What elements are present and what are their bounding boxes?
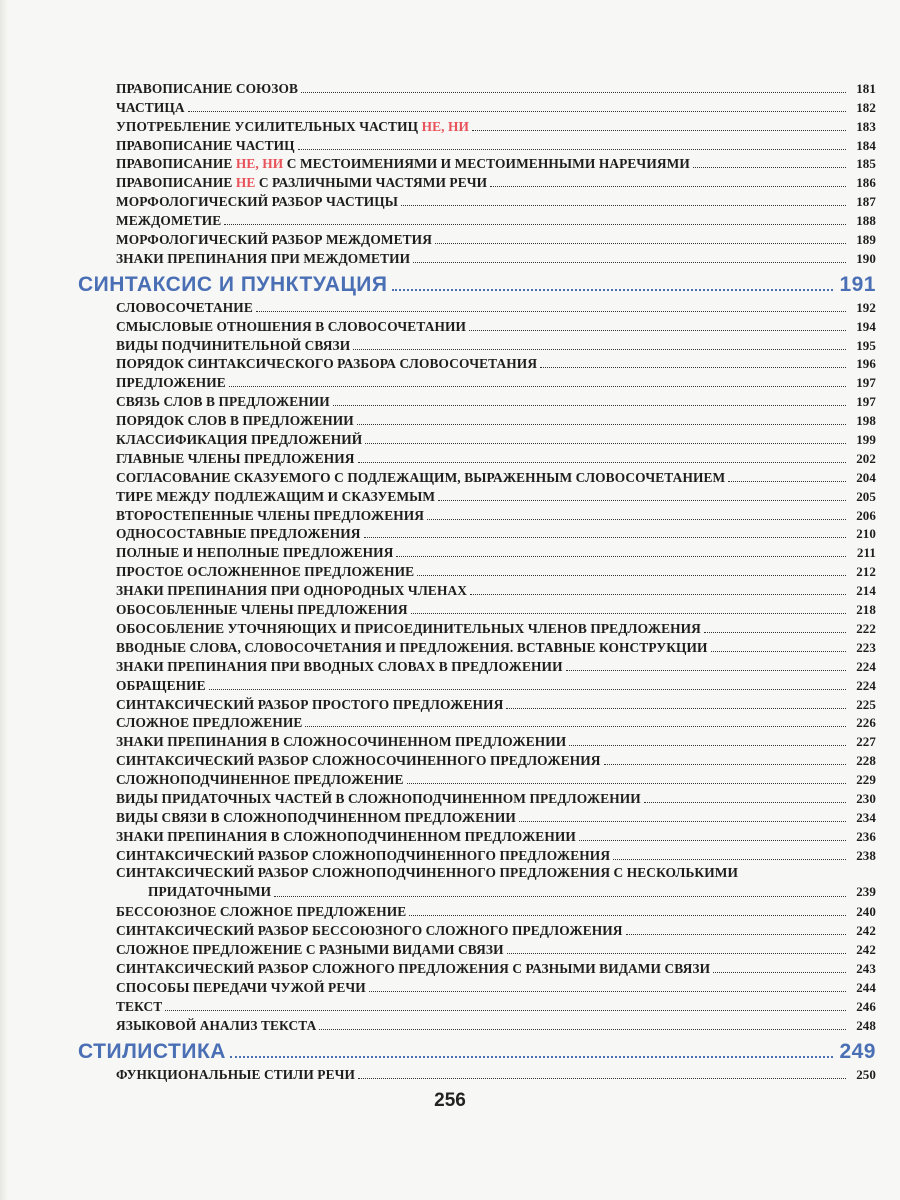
toc-entry[interactable] [116,656,876,675]
toc-leader-dots [644,802,846,803]
toc-leader-dots [298,149,846,150]
toc-entry-page: 229 [856,772,876,788]
toc-entry-title: ОБРАЩЕНИЕ [116,677,206,693]
toc-leader-dots [472,130,846,131]
toc-entry-title: МОРФОЛОГИЧЕСКИЙ РАЗБОР МЕЖДОМЕТИЯ [116,232,432,248]
toc-entry[interactable] [116,864,876,902]
toc-leader-dots [357,424,846,425]
toc-leader-dots [469,330,846,331]
toc-title-highlight: НЕ [235,175,256,191]
toc-entry-page: 192 [856,299,876,315]
toc-leader-dots [188,111,846,112]
toc-entry[interactable] [116,135,876,154]
toc-entry[interactable] [116,354,876,373]
toc-entry[interactable] [116,939,876,958]
toc-entry[interactable] [116,750,876,769]
toc-entry[interactable] [116,618,876,637]
toc-entry[interactable] [116,78,876,97]
toc-leader-dots [569,745,846,746]
toc-entry-title: ЗНАКИ ПРЕПИНАНИЯ ПРИ ОДНОРОДНЫХ ЧЛЕНАХ [116,583,468,599]
toc-entry[interactable] [116,788,876,807]
toc-leader-dots [165,1010,846,1011]
toc-leader-dots [507,953,846,954]
toc-entry-page: 199 [856,432,876,448]
toc-entry-title: ПРАВОПИСАНИЕ СОЮЗОВ [116,80,298,96]
toc-entry[interactable] [116,826,876,845]
toc-entry[interactable] [116,316,876,335]
toc-entry-page: 205 [856,488,876,504]
toc-leader-dots [519,821,846,822]
toc-entry-page: 244 [856,979,876,995]
toc-entry[interactable] [116,154,876,173]
toc-entry[interactable] [116,191,876,210]
toc-entry[interactable] [116,97,876,116]
toc-leader-dots [409,915,846,916]
toc-entry-page: 211 [856,545,876,561]
toc-entry-page: 190 [856,250,876,266]
toc-entry-title: ПРАВОПИСАНИЕ ЧАСТИЦ [116,137,295,153]
toc-entry-title: ОБОСОБЛЕННЫЕ ЧЛЕНЫ ПРЕДЛОЖЕНИЯ [116,602,408,618]
toc-entry-title: ТИРЕ МЕЖДУ ПОДЛЕЖАЩИМ И СКАЗУЕМЫМ [116,488,436,504]
toc-entry-title: ВИДЫ ПОДЧИНИТЕЛЬНОЙ СВЯЗИ [116,337,351,353]
toc-entry[interactable] [116,731,876,750]
toc-entry-title: ЗНАКИ ПРЕПИНАНИЯ ПРИ ВВОДНЫХ СЛОВАХ В ПРЕДЛОЖЕНИИ [116,658,563,674]
toc-entry[interactable] [116,807,876,826]
toc-entry-page: 218 [856,602,876,618]
toc-entry-title: ВИДЫ ПРИДАТОЧНЫХ ЧАСТЕЙ В СЛОЖНОПОДЧИНЕННОМ ПРЕДЛОЖЕНИИ [116,790,641,806]
toc-entry-title: ПРОСТОЕ ОСЛОЖНЕННОЕ ПРЕДЛОЖЕНИЕ [116,564,415,580]
toc-leader-dots [353,349,846,350]
toc-leader-dots [230,1056,834,1058]
toc-leader-dots [358,1078,846,1079]
toc-leader-dots [711,651,846,652]
toc-entry-page: 182 [856,99,876,115]
toc-leader-dots [209,689,846,690]
toc-title-part: УПОТРЕБЛЕНИЕ УСИЛИТЕЛЬНЫХ ЧАСТИЦ [116,118,422,134]
toc-entry-title: СПОСОБЫ ПЕРЕДАЧИ ЧУЖОЙ РЕЧИ [116,979,366,995]
toc-entry-title: СМЫСЛОВЫЕ ОТНОШЕНИЯ В СЛОВОСОЧЕТАНИИ [116,318,467,334]
toc-entry[interactable] [116,901,876,920]
toc-entry-page: 228 [856,753,876,769]
toc-entry[interactable] [116,713,876,732]
toc-entry[interactable] [116,1015,876,1034]
toc-leader-dots [305,726,846,727]
toc-title-part: ПРАВОПИСАНИЕ [116,156,236,172]
toc-entry-title: ТЕКСТ [116,998,163,1014]
toc-entry-title: ЗНАКИ ПРЕПИНАНИЯ ПРИ МЕЖДОМЕТИИ [116,250,411,266]
toc-entry-title: ЗНАКИ ПРЕПИНАНИЯ В СЛОЖНОПОДЧИНЕННОМ ПРЕДЛОЖЕНИИ [116,828,576,844]
toc-entry-page: 194 [856,318,876,334]
toc-entry-title: ФУНКЦИОНАЛЬНЫЕ СТИЛИ РЕЧИ [116,1066,356,1082]
toc-entry-page: 230 [856,790,876,806]
toc-leader-dots [506,708,846,709]
toc-entry-title: ПОРЯДОК СИНТАКСИЧЕСКОГО РАЗБОРА СЛОВОСОЧЕТАНИЯ [116,356,538,372]
toc-section-page: 249 [839,1039,876,1063]
toc-leader-dots [417,575,846,576]
page-edge-shadow [0,0,8,1200]
toc-section-title: СТИЛИСТИКА [78,1039,226,1063]
toc-entry-title [116,119,469,135]
toc-entry-page: 181 [856,80,876,96]
toc-leader-dots [704,632,846,633]
toc-entry-page: 227 [856,734,876,750]
toc-entry-page: 197 [856,394,876,410]
toc-entry-page: 204 [856,469,876,485]
toc-entry[interactable] [116,297,876,316]
toc-leader-dots [358,462,846,463]
toc-entry-page: 222 [856,620,876,636]
toc-entry[interactable] [116,505,876,524]
toc-entry-page: 184 [856,137,876,153]
toc-section-page: 191 [839,272,876,296]
toc-entry-title: ЯЗЫКОВОЙ АНАЛИЗ ТЕКСТА [116,1017,317,1033]
toc-entry-title: СЛОВОСОЧЕТАНИЕ [116,299,253,315]
toc-entry-page: 214 [856,583,876,599]
toc-leader-dots [396,556,846,557]
toc-entry[interactable] [116,524,876,543]
toc-entry-page: 196 [856,356,876,372]
toc-leader-dots [319,1029,846,1030]
toc-entry[interactable] [116,542,876,561]
toc-entry-title: СВЯЗЬ СЛОВ В ПРЕДЛОЖЕНИИ [116,394,330,410]
toc-entry-title: СИНТАКСИЧЕСКИЙ РАЗБОР СЛОЖНОСОЧИНЕННОГО ПРЕДЛОЖЕНИЯ [116,753,601,769]
toc-entry[interactable] [116,958,876,977]
toc-entry[interactable] [116,429,876,448]
toc-entry-page: 243 [856,961,876,976]
toc-leader-dots [435,243,846,244]
toc-entry-title: СИНТАКСИЧЕСКИЙ РАЗБОР СЛОЖНОГО ПРЕДЛОЖЕНИЯ С РАЗНЫМИ ВИДАМИ СВЯЗИ [116,961,711,976]
toc-entry-page: 206 [856,507,876,523]
toc-entry-title: МОРФОЛОГИЧЕСКИЙ РАЗБОР ЧАСТИЦЫ [116,194,399,210]
toc-entry-title: ОБОСОБЛЕНИЕ УТОЧНЯЮЩИХ И ПРИСОЕДИНИТЕЛЬНЫХ ЧЛЕНОВ ПРЕДЛОЖЕНИЯ [116,620,701,636]
toc-entry[interactable] [116,172,876,191]
toc-leader-dots [693,167,846,168]
toc-entry[interactable] [116,637,876,656]
toc-entry-page: 242 [856,923,876,939]
toc-title-line: СИНТАКСИЧЕСКИЙ РАЗБОР СЛОЖНОПОДЧИНЕННОГО ПРЕДЛОЖЕНИЯ С НЕСКОЛЬКИМИ [116,864,739,880]
toc-entry-title: ВИДЫ СВЯЗИ В СЛОЖНОПОДЧИНЕННОМ ПРЕДЛОЖЕНИИ [116,809,516,825]
toc-leader-dots [566,670,846,671]
toc-entry-page: 239 [856,883,876,899]
toc-entry-title: СОГЛАСОВАНИЕ СКАЗУЕМОГО С ПОДЛЕЖАЩИМ, ВЫРАЖЕННЫМ СЛОВОСОЧЕТАНИЕМ [116,469,726,485]
toc-entry-page: 210 [856,526,876,542]
toc-entry-page: 185 [856,156,876,172]
toc-entry-title: ВВОДНЫЕ СЛОВА, СЛОВОСОЧЕТАНИЯ И ПРЕДЛОЖЕНИЯ. ВСТАВНЫЕ КОНСТРУКЦИИ [116,639,708,655]
toc-entry-title: СИНТАКСИЧЕСКИЙ РАЗБОР ПРОСТОГО ПРЕДЛОЖЕНИЯ [116,696,504,712]
page-number: 256 [434,1090,466,1111]
toc-entry-title [116,175,487,191]
toc-entry[interactable] [116,561,876,580]
toc-entry-title: КЛАССИФИКАЦИЯ ПРЕДЛОЖЕНИЙ [116,432,363,448]
toc-leader-dots [413,262,846,263]
toc-title-part: С МЕСТОИМЕНИЯМИ И МЕСТОИМЕННЫМИ НАРЕЧИЯМИ [283,156,690,172]
toc-entry[interactable] [116,845,876,864]
toc-leader-dots [613,859,846,860]
toc-leader-dots [229,386,846,387]
toc-leader-dots [604,764,846,765]
toc-leader-dots [427,519,846,520]
toc-entry-title: СЛОЖНОЕ ПРЕДЛОЖЕНИЕ [116,715,303,731]
toc-entry-page: 236 [856,828,876,844]
toc-entry-page: 224 [856,677,876,693]
toc-entry-page: 250 [856,1066,876,1082]
toc-leader-dots [411,613,846,614]
toc-title-line: ПРИДАТОЧНЫМИ [148,883,272,899]
toc-entry-page: 183 [856,118,876,134]
toc-entry-page: 202 [856,450,876,466]
toc-entry[interactable] [116,448,876,467]
toc-entry-page: 223 [856,639,876,655]
toc-entry[interactable] [116,599,876,618]
toc-entry-title [116,156,690,172]
toc-leader-dots [392,289,834,291]
toc-entry-title: ПОРЯДОК СЛОВ В ПРЕДЛОЖЕНИИ [116,413,354,429]
toc-entry-page: 198 [856,413,876,429]
toc-entry-title: ВТОРОСТЕПЕННЫЕ ЧЛЕНЫ ПРЕДЛОЖЕНИЯ [116,507,425,523]
toc-leader-dots [274,896,846,897]
toc-leader-dots [470,594,846,595]
toc-entry[interactable] [116,229,876,248]
toc-entry-page: 238 [856,847,876,863]
toc-entry-title: СЛОЖНОЕ ПРЕДЛОЖЕНИЕ С РАЗНЫМИ ВИДАМИ СВЯЗИ [116,942,504,958]
toc-entry-page: 240 [856,904,876,920]
toc-leader-dots [728,481,846,482]
toc-entry-title: СЛОЖНОПОДЧИНЕННОЕ ПРЕДЛОЖЕНИЕ [116,772,404,788]
toc-leader-dots [256,311,846,312]
toc-entry-title: ЗНАКИ ПРЕПИНАНИЯ В СЛОЖНОСОЧИНЕННОМ ПРЕДЛОЖЕНИИ [116,734,567,750]
toc-entry-page: 186 [856,175,876,191]
toc-entry[interactable] [116,467,876,486]
toc-entry-page: 248 [856,1017,876,1033]
toc-leader-dots [365,443,846,444]
toc-entry-page: 225 [856,696,876,712]
toc-title-highlight: НЕ, НИ [235,156,284,172]
toc-entry-title: БЕССОЮЗНОЕ СЛОЖНОЕ ПРЕДЛОЖЕНИЕ [116,904,407,920]
toc-entry-page: 224 [856,658,876,674]
toc-entry-title: ЧАСТИЦА [116,99,185,115]
toc-entry[interactable] [116,210,876,229]
toc-leader-dots [407,783,846,784]
toc-entry-page: 234 [856,809,876,825]
toc-leader-dots [438,500,846,501]
toc-entry-title: СИНТАКСИЧЕСКИЙ РАЗБОР БЕССОЮЗНОГО СЛОЖНОГО ПРЕДЛОЖЕНИЯ [116,923,623,939]
toc-entry[interactable] [116,410,876,429]
toc-entry-page: 189 [856,232,876,248]
toc-entry-page: 246 [856,998,876,1014]
toc-entry-page: 197 [856,375,876,391]
toc-entry[interactable] [116,580,876,599]
toc-leader-dots [401,205,846,206]
toc-entry[interactable] [116,335,876,354]
toc-entry[interactable] [116,694,876,713]
toc-leader-dots [301,92,846,93]
toc-leader-dots [490,186,846,187]
toc-leader-dots [364,537,846,538]
toc-entry-title: ПОЛНЫЕ И НЕПОЛНЫЕ ПРЕДЛОЖЕНИЯ [116,545,394,561]
toc-entry[interactable] [116,372,876,391]
toc-leader-dots [333,405,846,406]
toc-section-title: СИНТАКСИС И ПУНКТУАЦИЯ [78,272,388,296]
toc-section-heading[interactable] [78,1034,876,1064]
toc-entry[interactable] [116,996,876,1015]
toc-leader-dots [713,972,846,973]
toc-entry-title: ОДНОСОСТАВНЫЕ ПРЕДЛОЖЕНИЯ [116,526,361,542]
toc-entry[interactable] [116,486,876,505]
toc-entry-title: СИНТАКСИЧЕСКИЙ РАЗБОР СЛОЖНОПОДЧИНЕННОГО ПРЕДЛОЖЕНИЯ [116,847,611,863]
toc-title-line-row [116,883,876,902]
toc-section-heading[interactable] [78,267,876,297]
toc-entry-page: 242 [856,942,876,958]
toc-leader-dots [540,367,846,368]
toc-entry-title: МЕЖДОМЕТИЕ [116,213,222,229]
toc-entry[interactable] [116,391,876,410]
toc-leader-dots [224,224,846,225]
toc-entry-page: 195 [856,337,876,353]
toc-entry-page: 226 [856,715,876,731]
toc-entry-title: ПРЕДЛОЖЕНИЕ [116,375,226,391]
toc-entry[interactable] [116,248,876,267]
toc-leader-dots [369,991,846,992]
toc-entry[interactable] [116,977,876,996]
table-of-contents [78,78,876,1083]
toc-entry[interactable] [116,116,876,135]
toc-entry-page: 212 [856,564,876,580]
toc-entry-page: 187 [856,194,876,210]
toc-entry-page: 188 [856,213,876,229]
toc-leader-dots [626,934,846,935]
toc-entry[interactable] [116,1064,876,1083]
toc-title-highlight: НЕ, НИ [421,118,470,134]
toc-entry-title: ГЛАВНЫЕ ЧЛЕНЫ ПРЕДЛОЖЕНИЯ [116,450,355,466]
toc-leader-dots [579,840,846,841]
toc-entry-title [116,864,876,902]
toc-title-part: ПРАВОПИСАНИЕ [116,175,236,191]
toc-entry[interactable] [116,920,876,939]
toc-entry[interactable] [116,769,876,788]
toc-entry[interactable] [116,675,876,694]
toc-title-part: С РАЗЛИЧНЫМИ ЧАСТЯМИ РЕЧИ [255,175,488,191]
